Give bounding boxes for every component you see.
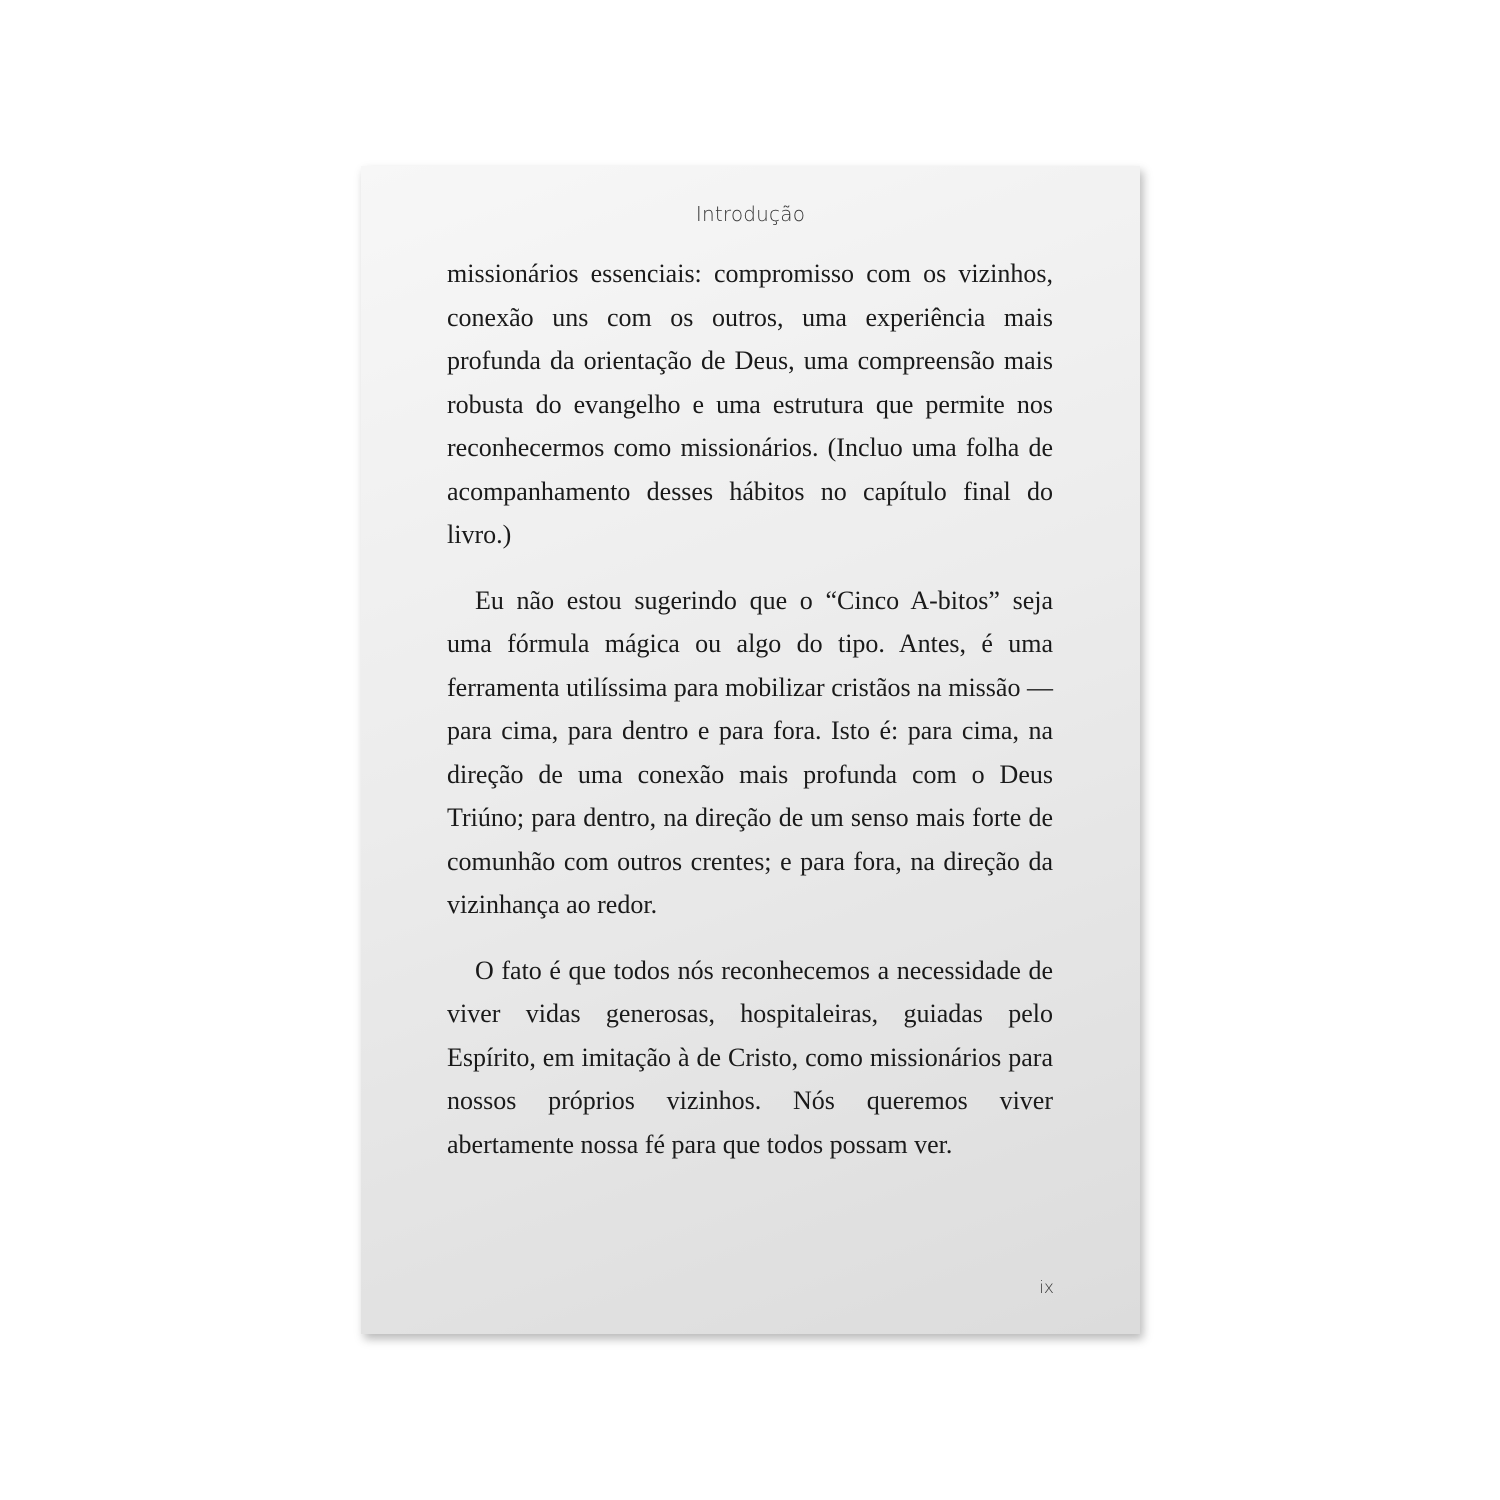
running-head: Introdução	[695, 202, 806, 226]
paragraph: Eu não estou sugerindo que o “Cinco A-bitos” seja uma fórmula mágica ou algo do tipo. Antes, é uma ferramenta utilíssima para mobilizar cristãos na missão — para cima, para dentro e para fora. Isto é: para cima, na direção de uma conexão mais profunda com o Deus Triúno; para dentro, na direção de um senso mais forte de comunhão com outros crentes; e para fora, na direção da vizinhança ao redor.	[447, 585, 1053, 919]
paragraph-continuation: missionários essenciais: compromisso com os vizinhos, conexão uns com os outros, uma experiência mais profunda da orientação de Deus, uma compreensão mais robusta do evangelho e uma estrutura que permite nos reconhecermos como missionários. (Incluo uma folha de acompanhamento desses hábitos no capítulo final do livro.)	[447, 259, 1053, 549]
page-number: ix	[1039, 1278, 1054, 1298]
book-page	[361, 166, 1140, 1334]
body-text	[447, 252, 1053, 1188]
paragraph: O fato é que todos nós reconhecemos a necessidade de viver vidas generosas, hospitaleiras, guiadas pelo Espírito, em imitação à de Cristo, como missionários para nossos próprios vizinhos. Nós queremos viver abertamente nossa fé para que todos possam ver.	[447, 955, 1053, 1159]
